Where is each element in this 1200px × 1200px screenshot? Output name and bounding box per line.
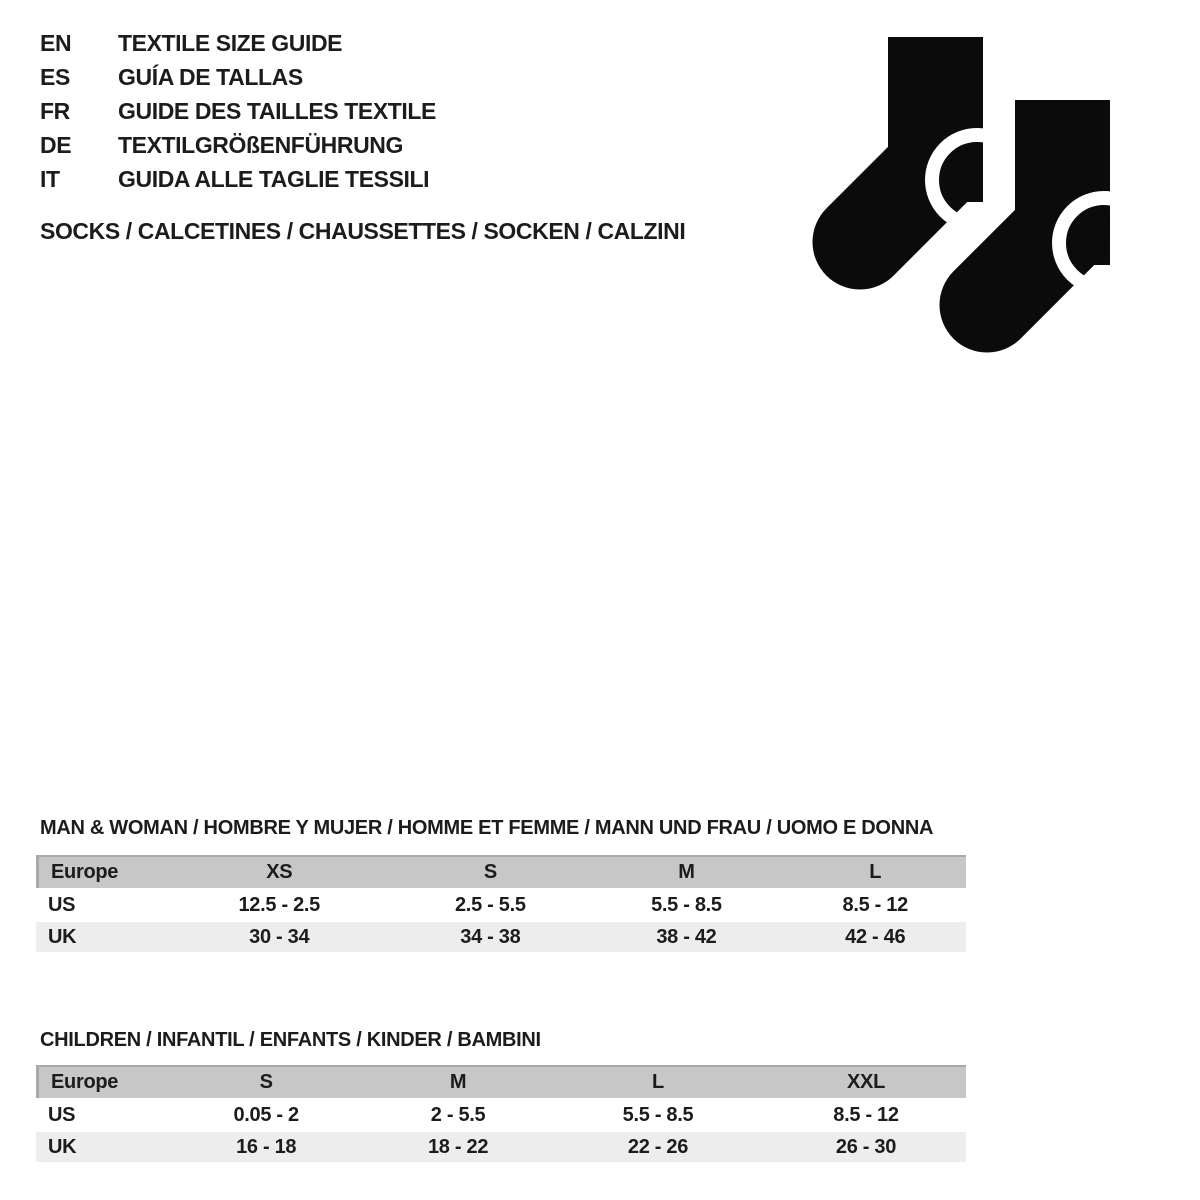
language-row-en [40,26,436,60]
header-cell-europe: Europe [36,1065,166,1098]
language-title-list [40,26,436,196]
category-line: SOCKS / CALCETINES / CHAUSSETTES / SOCKEN / CALZINI [40,218,686,244]
value-cell: 30 - 34 [166,920,392,952]
value-cell: 12.5 - 2.5 [166,888,392,920]
value-cell: 18 - 22 [366,1130,550,1162]
header-cell-size: M [588,855,784,888]
value-cell: 42 - 46 [784,920,966,952]
value-cell: 22 - 26 [550,1130,766,1162]
region-cell: US [36,888,166,920]
language-code: EN [40,30,72,56]
language-code: FR [40,98,70,124]
value-cell: 26 - 30 [766,1130,966,1162]
language-label: TEXTILE SIZE GUIDE [118,30,343,56]
header-cell-size: L [784,855,966,888]
value-cell: 5.5 - 8.5 [588,888,784,920]
value-cell: 2.5 - 5.5 [392,888,588,920]
table-row-uk [36,1130,966,1162]
region-cell: US [36,1098,166,1130]
table-header-row [36,855,966,888]
language-label: GUIDA ALLE TAGLIE TESSILI [118,166,430,192]
value-cell: 0.05 - 2 [166,1098,366,1130]
section-title-children: CHILDREN / INFANTIL / ENFANTS / KINDER / BAMBINI [40,1029,541,1051]
size-table-children [36,1065,966,1162]
header-cell-size: XS [166,855,392,888]
header-cell-size: XXL [766,1065,966,1098]
region-cell: UK [36,920,166,952]
language-row-de [40,128,436,162]
header-cell-size: S [392,855,588,888]
language-label: TEXTILGRÖßENFÜHRUNG [118,132,403,158]
value-cell: 8.5 - 12 [766,1098,966,1130]
language-row-it [40,162,436,196]
table-header-row [36,1065,966,1098]
header-cell-europe: Europe [36,855,166,888]
header-cell-size: S [166,1065,366,1098]
value-cell: 5.5 - 8.5 [550,1098,766,1130]
language-code: DE [40,132,72,158]
language-code: IT [40,166,60,192]
socks-icon [812,30,1112,356]
table-row-uk [36,920,966,952]
language-label: GUÍA DE TALLAS [118,64,303,90]
size-table-man-woman [36,855,966,952]
region-cell: UK [36,1130,166,1162]
language-label: GUIDE DES TAILLES TEXTILE [118,98,436,124]
table-row-us [36,1098,966,1130]
table-row-us [36,888,966,920]
language-row-es [40,60,436,94]
value-cell: 8.5 - 12 [784,888,966,920]
value-cell: 34 - 38 [392,920,588,952]
value-cell: 16 - 18 [166,1130,366,1162]
value-cell: 38 - 42 [588,920,784,952]
language-code: ES [40,64,70,90]
header-cell-size: L [550,1065,766,1098]
header-cell-size: M [366,1065,550,1098]
section-title-man-woman: MAN & WOMAN / HOMBRE Y MUJER / HOMME ET FEMME / MANN UND FRAU / UOMO E DONNA [40,817,934,839]
language-row-fr [40,94,436,128]
value-cell: 2 - 5.5 [366,1098,550,1130]
